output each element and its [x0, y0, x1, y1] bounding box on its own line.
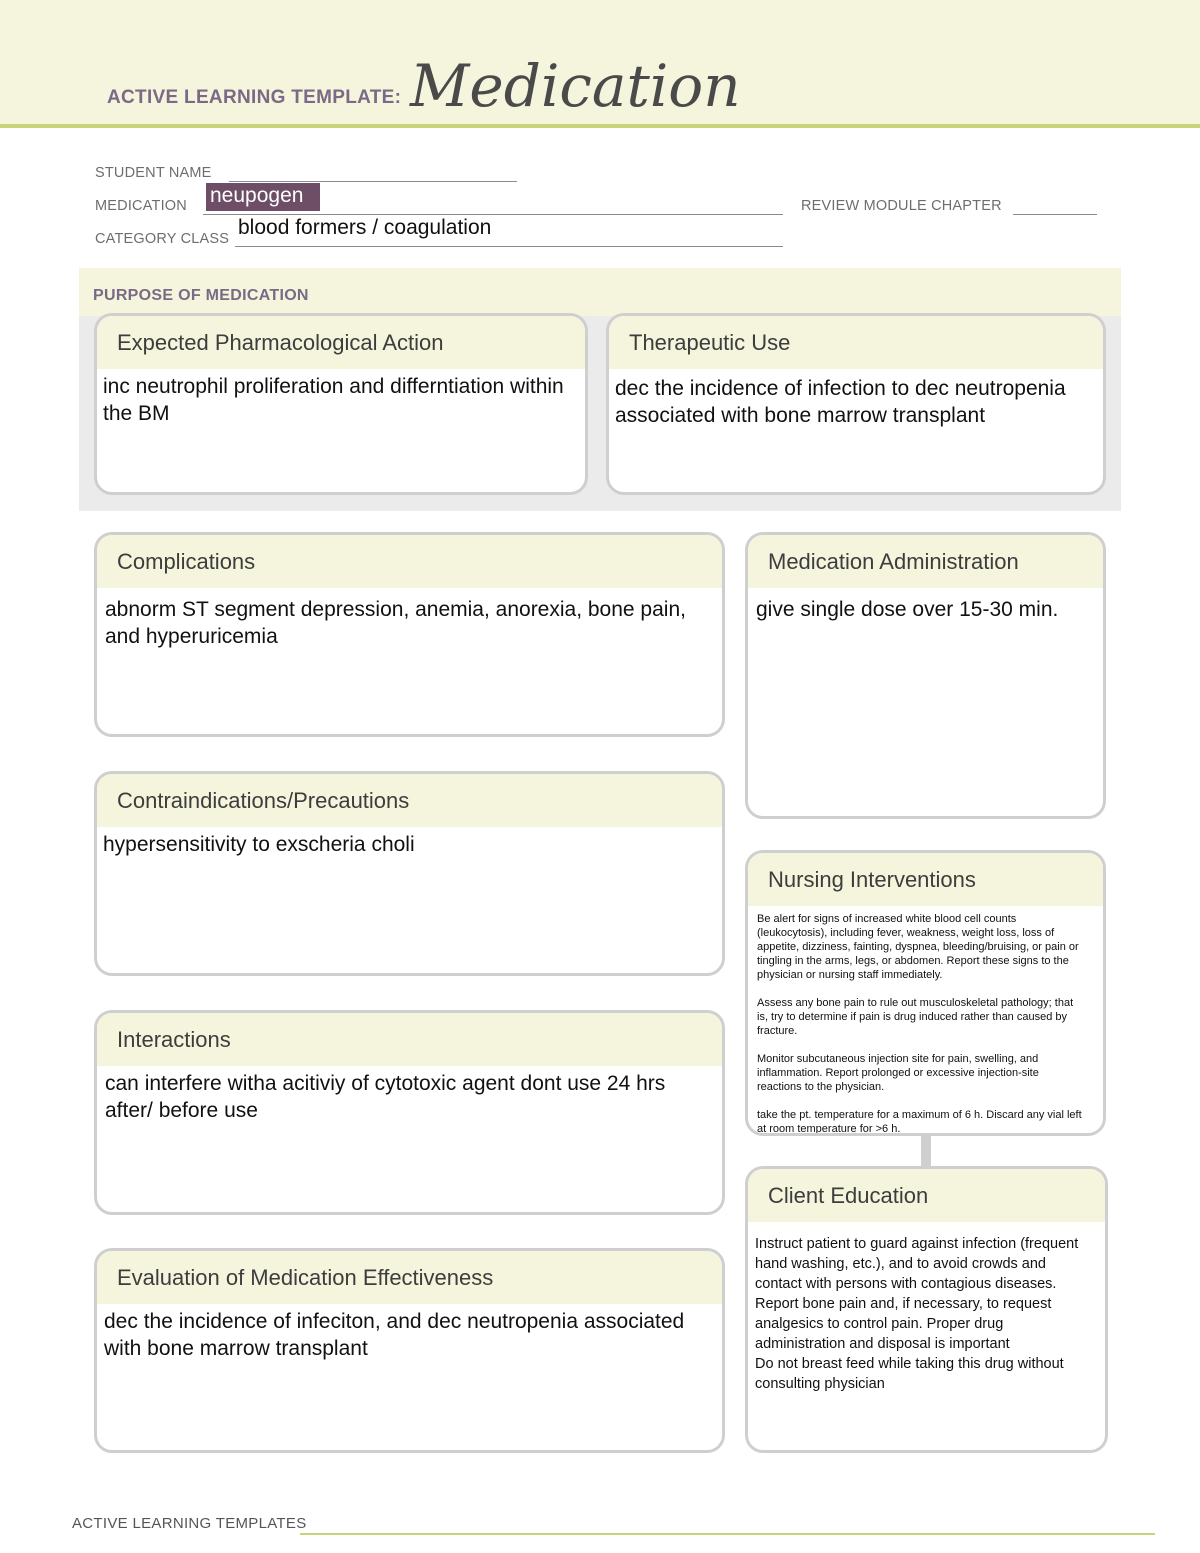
category-class-field[interactable]: [235, 246, 783, 247]
evaluation-title: Evaluation of Medication Effectiveness: [97, 1251, 722, 1304]
therapeutic-use-title: Therapeutic Use: [609, 316, 1103, 369]
client-education-text[interactable]: Instruct patient to guard against infection (frequent hand washing, etc.), and to avoid crowds and contact with persons with contagious diseases. Report bone pain and, if necessary, to request analgesics to control pain. Proper drug administration and disposal is important Do not breast feed while taking this drug without consulting physician: [755, 1236, 1079, 1392]
interactions-text[interactable]: can interfere witha acitiviy of cytotoxic agent dont use 24 hrs after/ before use: [105, 1072, 666, 1122]
interactions-box: [94, 1010, 725, 1215]
interactions-title: Interactions: [97, 1013, 722, 1066]
client-education-title: Client Education: [748, 1169, 1105, 1222]
review-module-field[interactable]: [1013, 214, 1097, 215]
student-name-label: STUDENT NAME: [95, 165, 212, 181]
expected-action-text[interactable]: inc neutrophil proliferation and differntiation within the BM: [103, 375, 564, 425]
medication-field[interactable]: [203, 214, 783, 215]
expected-action-box: [94, 313, 588, 495]
evaluation-text[interactable]: dec the incidence of infeciton, and dec neutropenia associated with bone marrow transplant: [104, 1310, 685, 1360]
footer-label: ACTIVE LEARNING TEMPLATES: [72, 1515, 307, 1532]
category-class-value[interactable]: blood formers / coagulation: [238, 216, 492, 239]
template-label: ACTIVE LEARNING TEMPLATE:: [107, 87, 402, 108]
nursing-interventions-title: Nursing Interventions: [748, 853, 1103, 906]
evaluation-box: [94, 1248, 725, 1453]
purpose-label: PURPOSE OF MEDICATION: [93, 287, 309, 304]
medication-value[interactable]: neupogen: [210, 184, 304, 207]
nursing-interventions-text[interactable]: Be alert for signs of increased white blood cell counts (leukocytosis), including fever, weakness, weight loss, loss of appetite, dizziness, fainting, dyspnea, bleeding/bruising, or pain or tingling in the arms, legs, or abdomen. Report these signs to the physician or nursing staff immediately. Assess any bone pain to rule out musculoskeletal pathology; that is, try to determine if pain is drug induced rather than caused by fracture. Monitor subcutaneous injection site for pain, swelling, and inflammation. Report prolonged or excessive injection-site reactions to the physician. take the pt. temperature for a maximum of 6 h. Discard any vial left at room temperature for >6 h.: [757, 913, 1082, 1135]
contraindications-text[interactable]: hypersensitivity to exscheria choli: [103, 833, 415, 856]
complications-text[interactable]: abnorm ST segment depression, anemia, anorexia, bone pain, and hyperuricemia: [105, 598, 686, 648]
complications-title: Complications: [97, 535, 722, 588]
footer-rule: [300, 1533, 1155, 1535]
header-rule: [0, 124, 1200, 128]
contraindications-title: Contraindications/Precautions: [97, 774, 722, 827]
client-education-box: [745, 1166, 1108, 1453]
contraindications-box: [94, 771, 725, 976]
student-name-field[interactable]: [229, 181, 517, 182]
medication-administration-text[interactable]: give single dose over 15-30 min.: [756, 598, 1059, 621]
review-module-label: REVIEW MODULE CHAPTER: [801, 198, 1002, 214]
medication-label: MEDICATION: [95, 198, 187, 214]
page-title: Medication: [410, 52, 741, 120]
complications-box: [94, 532, 725, 737]
medication-administration-box: [745, 532, 1106, 819]
expected-action-title: Expected Pharmacological Action: [97, 316, 585, 369]
category-class-label: CATEGORY CLASS: [95, 231, 230, 247]
box-connector: [921, 1133, 931, 1167]
nursing-interventions-box: [745, 850, 1106, 1136]
medication-administration-title: Medication Administration: [748, 535, 1103, 588]
therapeutic-use-text[interactable]: dec the incidence of infection to dec neutropenia associated with bone marrow transplant: [615, 377, 1066, 427]
therapeutic-use-box: [606, 313, 1106, 495]
